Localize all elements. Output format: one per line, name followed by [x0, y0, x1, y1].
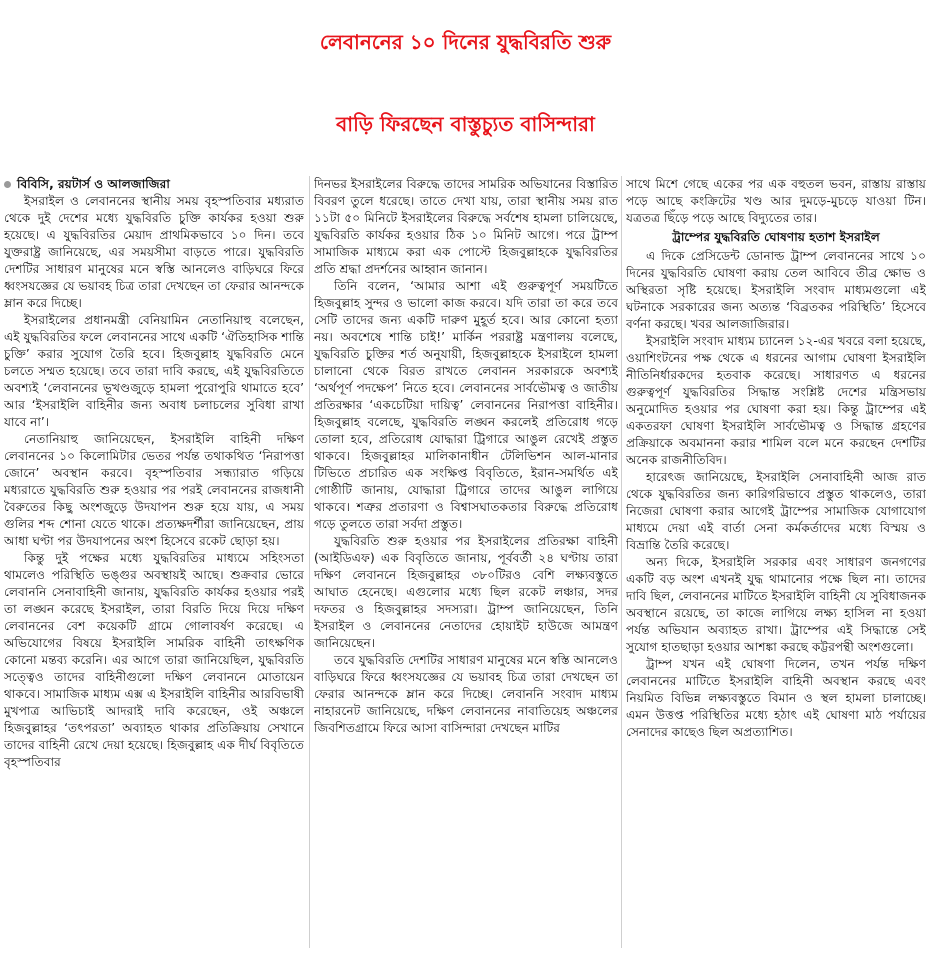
byline [4, 176, 304, 193]
column-divider [621, 176, 622, 948]
paragraph: যুদ্ধবিরতি শুরু হওয়ার পর ইসরাইলের প্রতিরক্ষা বাহিনী (আইডিএফ) এক বিবৃতিতে জানায়, পূর্ববর্তী ২৪ ঘণ্টায় তারা দক্ষিণ লেবাননে হিজবুল্লাহর ৩৮০টিরও বেশি লক্ষ্যবস্তুতে আঘাত হেনেছে। এগুলোর মধ্যে ছিল রকেট লঞ্চার, সদর দফতর ও হিজবুল্লাহর সদস্যরা। ট্রাম্প জানিয়েছেন, তিনি ইসরাইল ও লেবাননের নেতাদের হোয়াইট হাউজে আমন্ত্রণ জানিয়েছেন। [314, 534, 618, 650]
paragraph: কিন্তু দুই পক্ষের মধ্যে যুদ্ধবিরতির মাধ্যমে সহিংসতা থামলেও পরিস্থিতি ভঙ্গুর অবস্থায়ই আছে। শুক্রবার ভোরে লেবাননি সেনাবাহিনী জানায়, যুদ্ধবিরতি কার্যকর হওয়ার পরই তা লঙ্ঘন করেছে ইসরাইল, তারা বিরতি দিয়ে দিয়ে দক্ষিণ লেবাননের বেশ কয়েকটি গ্রামে গোলাবর্ষণ করেছে। এ অভিযোগের বিষয়ে ইসরাইলি সামরিক বাহিনী তাৎক্ষণিক কোনো মন্তব্য করেনি। এর আগে তারা জানিয়েছিল, যুদ্ধবিরতি সত্ত্বেও তাদের বাহিনীগুলো দক্ষিণ লেবাননে মোতায়েন থাকবে। সামাজিক মাধ্যম এক্স এ ইসরাইলি বাহিনীর আরবিভাষী মুখপাত্র আভিচাই আদরাই দাবি করেছেন, ওই অঞ্চলে হিজবুল্লাহর ‘তৎপরতা’ অব্যাহত থাকার প্রতিক্রিয়ায় সেখানে তাদের বাহিনী রেখে দেয়া হয়েছে। হিজবুল্লাহ এক দীর্ঘ বিবৃতিতে বৃহস্পতিবার [4, 551, 304, 769]
headline-line-1: লেবাননের ১০ দিনের যুদ্ধবিরতি শুরু [319, 30, 612, 54]
paragraph: ট্রাম্প যখন এই ঘোষণা দিলেন, তখন পর্যন্ত দক্ষিণ লেবাননের মাটিতে ইসরাইলি বাহিনী অবস্থান করছে এবং নিয়মিত বিভিন্ন লক্ষ্যবস্তুতে বিমান ও স্থল হামলা চালাচ্ছে। এমন উত্তপ্ত পরিস্থিতির মধ্যে হঠাৎ এই ঘোষণা মাঠ পর্যায়ের সেনাদের কাছেও ছিল অপ্রত্যাশিত। [626, 657, 926, 739]
subheading: ট্রাম্পের যুদ্ধবিরতি ঘোষণায় হতাশ ইসরাইল [672, 230, 880, 244]
paragraph: ইসরাইলি সংবাদ মাধ্যম চ্যানেল ১২-এর খবরে বলা হয়েছে, ওয়াশিংটনের পক্ষ থেকে এ ধরনের আগাম ঘোষণা ইসরাইলি নীতিনির্ধারকদের হতবাক করেছে। সাধারণত এ ধরনের গুরুত্বপূর্ণ যুদ্ধবিরতির সিদ্ধান্ত সংশ্লিষ্ট দেশের মন্ত্রিসভায় অনুমোদিত হওয়ার পর ঘোষণা করা হয়। কিন্তু ট্রাম্পের এই একতরফা ঘোষণা ইসরাইলি সার্বভৌমত্ব ও সিদ্ধান্ত গ্রহণের প্রক্রিয়াকে অবমাননা করার শামিল বলে মনে করছেন দেশটির অনেক রাজনীতিবিদ। [626, 334, 926, 467]
headline-line-2: বাড়ি ফিরছেন বাস্তুচ্যুত বাসিন্দারা [336, 112, 595, 136]
paragraph: তিনি বলেন, ‘আমার আশা এই গুরুত্বপূর্ণ সময়টিতে হিজবুল্লাহ সুন্দর ও ভালো কাজ করবে। যদি তারা তা করে তবে সেটি তাদের জন্য একটি দারুণ মুহূর্ত হবে। আর কোনো হত্যা নয়। অবশেষে শান্তি চাই!’ মার্কিন পররাষ্ট্র মন্ত্রণালয় বলেছে, যুদ্ধবিরতি চুক্তির শর্ত অনুযায়ী, হিজবুল্লাহকে ইসরাইলে হামলা চালানো থেকে বিরত রাখতে লেবানন সরকারকে অবশ্যই ‘অর্থপূর্ণ পদক্ষেপ’ নিতে হবে। লেবাননের সার্বভৌমত্ব ও জাতীয় প্রতিরক্ষার ‘একচেটিয়া দায়িত্ব’ লেবাননের নিরাপত্তা বাহিনীর। হিজবুল্লাহ বলেছে, যুদ্ধবিরতি লঙ্ঘন করলেই প্রতিরোধ গড়ে তোলা হবে, প্রতিরোধ যোদ্ধারা ট্রিগারে আঙুল রেখেই প্রস্তুত থাকবে। হিজবুল্লাহর মালিকানাধীন টেলিভিশন আল-মানার টিভিতে প্রচারিত এক সংক্ষিপ্ত বিবৃতিতে, ইরান-সমর্থিত এই গোষ্ঠীটি জানায়, যোদ্ধারা ট্রিগারে তাদের আঙুল লাগিয়ে থাকবে। শত্রুর প্রতারণা ও বিশ্বাসঘাতকতার বিরুদ্ধে প্রতিরোধ গড়ে তুলতে তারা সর্বদা প্রস্তুত। [314, 279, 618, 531]
article-column-2 [314, 176, 618, 948]
paragraph: সাথে মিশে গেছে একের পর এক বহুতল ভবন, রাস্তায় রাস্তায় পড়ে আছে কংক্রিটের খণ্ড আর দুমড়ে-মুচড়ে যাওয়া টিন। যত্রতত্র ছিঁড়ে পড়ে আছে বিদ্যুতের তার। [626, 177, 926, 225]
paragraph: দিনভর ইসরাইলের বিরুদ্ধে তাদের সামরিক অভিযানের বিস্তারিত বিবরণ তুলে ধরেছে। তাতে দেখা যায়, তারা স্থানীয় সময় রাত ১১টা ৫০ মিনিটে ইসরাইলের বিরুদ্ধে সর্বশেষ হামলা চালিয়েছে, যুদ্ধবিরতি কার্যকর হওয়ার ঠিক ১০ মিনিট আগে। পরে ট্রাম্প সামাজিক মাধ্যমে করা এক পোস্টে হিজবুল্লাহকে যুদ্ধবিরতির প্রতি শ্রদ্ধা প্রদর্শনের আহ্বান জানান। [314, 177, 618, 276]
paragraph: এ দিকে প্রেসিডেন্ট ডোনাল্ড ট্রাম্প লেবাননের সাথে ১০ দিনের যুদ্ধবিরতি ঘোষণা করায় তেল আবিবে তীব্র ক্ষোভ ও অস্থিরতা সৃষ্টি হয়েছে। ইসরাইলি সংবাদ মাধ্যমগুলো এই ঘটনাকে সরকারের জন্য অত্যন্ত ‘বিব্রতকর পরিস্থিতি’ হিসেবে বর্ণনা করছে। খবর আলজাজিরার। [626, 249, 926, 331]
bullet-icon [4, 181, 11, 188]
paragraph: হারেৎজ জানিয়েছে, ইসরাইলি সেনাবাহিনী আজ রাত থেকে যুদ্ধবিরতির জন্য কারিগরিভাবে প্রস্তুত থাকলেও, তারা নিজেরা ঘোষণা করার আগেই ট্রাম্পের সামাজিক যোগাযোগ মাধ্যমে দেয়া এই বার্তা সেনা কর্মকর্তাদের মধ্যে বিস্ময় ও বিভ্রান্তি তৈরি করেছে। [626, 470, 926, 552]
article-column-1 [4, 176, 304, 948]
paragraph: নেতানিয়াহু জানিয়েছেন, ইসরাইলি বাহিনী দক্ষিণ লেবাননের ১০ কিলোমিটার ভেতর পর্যন্ত তথাকথিত ‘নিরাপত্তা জোনে’ অবস্থান করবে। বৃহস্পতিবার সন্ধ্যারাত গড়িয়ে মধ্যরাতে যুদ্ধবিরতি শুরু হওয়ার পর পরই লেবাননের রাজধানী বৈরুতের কিছু অংশজুড়ে উদযাপন শুরু হয়ে যায়, এ সময় গুলির শব্দ শোনা যেতে থাকে। প্রত্যক্ষদর্শীরা জানিয়েছেন, প্রায় আধা ঘণ্টা পর উদযাপনের অংশ হিসেবে রকেট ছোড়া হয়। [4, 432, 304, 548]
byline-text: বিবিসি, রয়টার্স ও আলজাজিরা [17, 177, 170, 191]
paragraph: তবে যুদ্ধবিরতি দেশটির সাধারণ মানুষের মনে স্বস্তি আনলেও বাড়িঘরে ফিরে ধ্বংসযজ্ঞের যে ভয়াবহ চিত্র তারা দেখছেন তা ফেরার আনন্দকে ম্লান করে দিচ্ছে। লেবাননি সংবাদ মাধ্যম নাহারনেট জানিয়েছে, দক্ষিণ লেবাননের নাবাতিয়েহ অঞ্চলের জিবশিতগ্রামে ফিরে আসা বাসিন্দারা দেখছেন মাটির [314, 653, 618, 735]
paragraph: ইসরাইলের প্রধানমন্ত্রী বেনিয়ামিন নেতানিয়াহু বলেছেন, এই যুদ্ধবিরতির ফলে লেবাননের সাথে একটি ‘ঐতিহাসিক শান্তি চুক্তি’ করার সুযোগ তৈরি হবে। হিজবুল্লাহ যুদ্ধবিরতি মেনে চলতে সম্মত হয়েছে। তবে তারা দাবি করছে, এই যুদ্ধবিরতিতে অবশ্যই ‘লেবাননের ভূখণ্ডজুড়ে হামলা পুরোপুরি থামাতে হবে’ আর ‘ইসরাইলি বাহিনীর জন্য অবাধ চলাচলের সুবিধা রাখা যাবে না’। [4, 313, 304, 429]
paragraph: অন্য দিকে, ইসরাইলি সরকার এবং সাধারণ জনগণের একটি বড় অংশ এখনই যুদ্ধ থামানোর পক্ষে ছিল না। তাদের দাবি ছিল, লেবাননের মাটিতে ইসরাইলি বাহিনী যে সুবিধাজনক অবস্থানে রয়েছে, তা কাজে লাগিয়ে লক্ষ্য হাসিল না হওয়া পর্যন্ত অভিযান অব্যাহত রাখা। ট্রাম্পের এই সিদ্ধান্তে সেই সুযোগ হাতছাড়া হওয়ার আশঙ্কা করছে কট্টরপন্থী অংশগুলো। [626, 555, 926, 654]
paragraph: ইসরাইল ও লেবাননের স্থানীয় সময় বৃহস্পতিবার মধ্যরাত থেকে দুই দেশের মধ্যে যুদ্ধবিরতি চুক্তি কার্যকর হওয়া শুরু হয়েছে। এ যুদ্ধবিরতির মেয়াদ প্রাথমিকভাবে ১০ দিন। তবে যুক্তরাষ্ট্র জানিয়েছে, এর সময়সীমা বাড়তে পারে। যুদ্ধবিরতি দেশটির সাধারণ মানুষের মনে স্বস্তি আনলেও বাড়িঘরে ফিরে ধ্বংসযজ্ঞের যে ভয়াবহ চিত্র তারা দেখছেন তা ফেরার আনন্দকে ম্লান করে দিচ্ছে। [4, 194, 304, 310]
article-column-3 [626, 176, 926, 948]
column-divider [309, 176, 310, 948]
